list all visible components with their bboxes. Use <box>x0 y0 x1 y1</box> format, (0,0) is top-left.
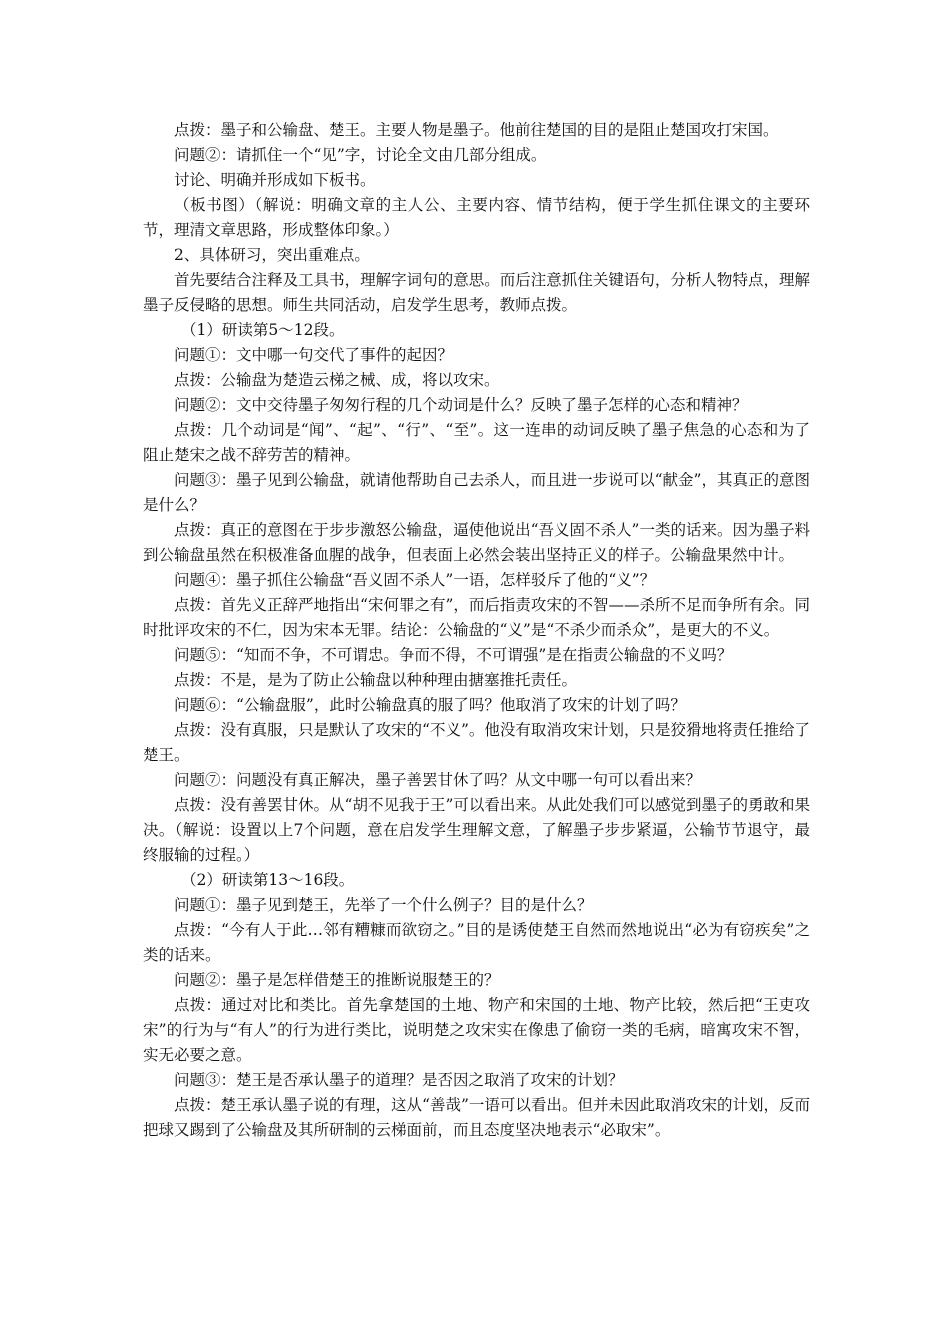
paragraph: 问题②：文中交待墨子匆匆行程的几个动词是什么？反映了墨子怎样的心态和精神？ <box>174 396 748 414</box>
paragraph: 问题①：墨子见到楚王，先举了一个什么例子？目的是什么？ <box>174 896 593 914</box>
paragraph: 问题④：墨子抓住公输盘“吾义固不杀人”一语，怎样驳斥了他的“义”？ <box>174 571 656 589</box>
paragraph: 点拨：首先义正辞严地指出“宋何罪之有”，而后指责攻宋的不智——杀所不足而争所有余。同时批评攻宋的不仁，因为宋本无罪。结论：公输盘的“义”是“不杀少而杀众”，是更大的不义。 <box>143 596 810 639</box>
paragraph: 点拨：楚王承认墨子说的有理，这从“善哉”一语可以看出。但并未因此取消攻宋的计划，反而把球又踢到了公输盘及其所研制的云梯面前，而且态度坚决地表示“必取宋”。 <box>143 1096 810 1139</box>
paragraph: 点拨：通过对比和类比。首先拿楚国的土地、物产和宋国的土地、物产比较，然后把“王吏攻宋”的行为与“有人”的行为进行类比，说明楚之攻宋实在像患了偷窃一类的毛病，暗寓攻宋不智，实无必要之意。 <box>143 996 810 1064</box>
paragraph: 点拨：“今有人于此…邻有糟糠而欲窃之。”目的是诱使楚王自然而然地说出“必为有窃疾矣”之类的话来。 <box>143 921 810 964</box>
paragraph: 首先要结合注释及工具书，理解字词句的意思。而后注意抓住关键语句，分析人物特点，理解墨子反侵略的思想。师生共同活动，启发学生思考，教师点拨。 <box>143 271 810 314</box>
paragraph: 问题①：文中哪一句交代了事件的起因？ <box>174 346 454 364</box>
paragraph: 问题③：楚王是否承认墨子的道理？是否因之取消了攻宋的计划？ <box>174 1071 624 1089</box>
paragraph: （板书图）（解说：明确文章的主人公、主要内容、情节结构，便于学生抓住课文的主要环节，理清文章思路，形成整体印象。） <box>143 196 810 239</box>
paragraph: 点拨：墨子和公输盘、楚王。主要人物是墨子。他前往楚国的目的是阻止楚国攻打宋国。 <box>174 121 779 139</box>
paragraph: 2、具体研习，突出重难点。 <box>174 246 370 264</box>
section-heading: （2）研读第13～16段。 <box>181 871 355 889</box>
paragraph: 问题②：请抓住一个“见”字，讨论全文由几部分组成。 <box>174 146 547 164</box>
paragraph: 问题②：墨子是怎样借楚王的推断说服楚王的？ <box>174 971 500 989</box>
paragraph: 问题⑤：“知而不争，不可谓忠。争而不得，不可谓强”是在指责公输盘的不义吗？ <box>174 646 733 664</box>
paragraph: 讨论、明确并形成如下板书。 <box>174 171 376 189</box>
paragraph: 点拨：真正的意图在于步步激怒公输盘，逼使他说出“吾义固不杀人”一类的话来。因为墨子料到公输盘虽然在积极准备血腥的战争，但表面上必然会装出坚持正义的样子。公输盘果然中计。 <box>143 521 810 564</box>
paragraph: 问题⑥：“公输盘服”，此时公输盘真的服了吗？他取消了攻宋的计划了吗？ <box>174 696 686 714</box>
section-heading: （1）研读第5～12段。 <box>181 321 345 339</box>
paragraph: 点拨：公输盘为楚造云梯之械、成，将以攻宋。 <box>174 371 500 389</box>
paragraph: 问题⑦：问题没有真正解决，墨子善罢甘休了吗？从文中哪一句可以看出来？ <box>174 771 702 789</box>
paragraph: 问题③：墨子见到公输盘，就请他帮助自己去杀人，而且进一步说可以“献金”，其真正的意图是什么？ <box>143 471 810 514</box>
paragraph: 点拨：没有善罢甘休。从“胡不见我于王”可以看出来。从此处我们可以感觉到墨子的勇敢和果决。（解说：设置以上7个问题，意在启发学生理解文意，了解墨子步步紧逼，公输节节退守，最终服输的过程。） <box>143 796 810 864</box>
paragraph: 点拨：没有真服，只是默认了攻宋的“不义”。他没有取消攻宋计划，只是狡猾地将责任推给了楚王。 <box>143 721 810 764</box>
paragraph: 点拨：不是，是为了防止公输盘以种种理由搪塞推托责任。 <box>174 671 578 689</box>
paragraph: 点拨：几个动词是“闻”、“起”、“行”、“至”。这一连串的动词反映了墨子焦急的心态和为了阻止楚宋之战不辞劳苦的精神。 <box>143 421 810 464</box>
